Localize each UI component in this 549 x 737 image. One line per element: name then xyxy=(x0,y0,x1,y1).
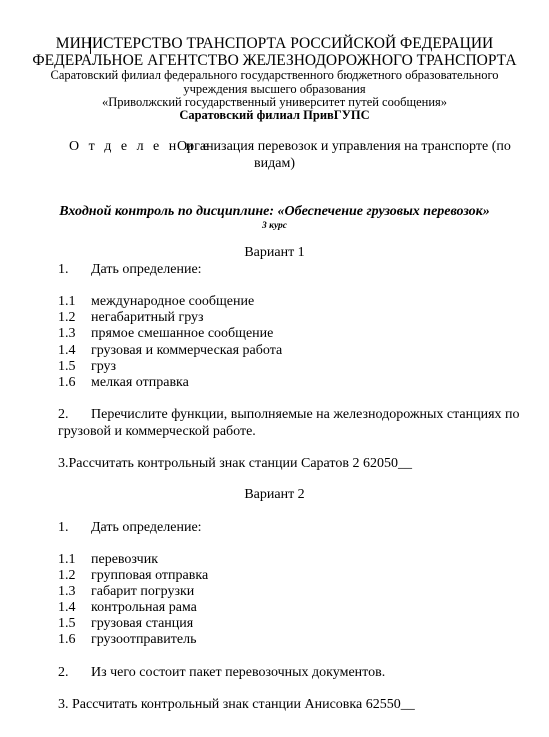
item-number: 1.4 xyxy=(58,343,76,358)
item-number: 1.2 xyxy=(58,568,76,583)
question-text: Из чего состоит пакет перевозочных документов. xyxy=(91,665,386,680)
agency-title: ФЕДЕРАЛЬНОЕ АГЕНТСТВО ЖЕЛЕЗНОДОРОЖНОГО ТРАНСПОРТА xyxy=(32,52,517,69)
item-number: 1.5 xyxy=(58,616,76,631)
variant2-title: Вариант 2 xyxy=(244,487,305,502)
variant1-question2-continuation: грузовой и коммерческой работе. xyxy=(58,424,256,439)
branch-name: Саратовский филиал ПривГУПС xyxy=(179,108,370,122)
ministry-title: МИНИСТЕРСТВО ТРАНСПОРТА РОССИЙСКОЙ ФЕДЕРАЦИИ xyxy=(55,35,494,52)
item-number: 1.6 xyxy=(58,375,76,390)
item-text: групповая отправка xyxy=(91,568,209,583)
item-text: грузовая и коммерческая работа xyxy=(91,343,283,358)
variant2-question3: 3. Рассчитать контрольный знак станции Анисовка 62550__ xyxy=(58,697,415,712)
question-text: Дать определение: xyxy=(91,262,202,277)
item-number: 1.3 xyxy=(58,584,76,599)
department-label-text: О т д е л е н и е xyxy=(69,139,212,154)
item-text: международное сообщение xyxy=(91,294,255,309)
item-text: перевозчик xyxy=(91,552,159,567)
variant1-question3: 3.Рассчитать контрольный знак станции Саратов 2 62050__ xyxy=(58,456,412,471)
item-number: 1.6 xyxy=(58,632,76,647)
branch-description-line1: Саратовский филиал федерального государственного бюджетного образовательного xyxy=(50,68,499,82)
item-number: 1.4 xyxy=(58,600,76,615)
question-number: 2. xyxy=(58,407,69,422)
university-name: «Приволжский государственный университет путей сообщения» xyxy=(101,95,448,109)
item-text: габарит погрузки xyxy=(91,584,195,599)
item-number: 1.5 xyxy=(58,359,76,374)
department-name-line2: видам) xyxy=(254,156,295,171)
item-text: мелкая отправка xyxy=(91,375,189,390)
question-number: 1. xyxy=(58,520,69,535)
item-number: 1.2 xyxy=(58,310,76,325)
department-name-line1: Организация перевозок и управления на транспорте (по xyxy=(177,139,511,154)
item-number: 1.1 xyxy=(58,294,76,309)
item-number: 1.1 xyxy=(58,552,76,567)
question-number: 1. xyxy=(58,262,69,277)
question-text: Перечислите функции, выполняемые на железнодорожных станциях по xyxy=(91,407,520,422)
question-text: Дать определение: xyxy=(91,520,202,535)
item-text: грузовая станция xyxy=(91,616,194,631)
control-title: Входной контроль по дисциплине: «Обеспечение грузовых перевозок» xyxy=(59,204,490,219)
item-text: негабаритный груз xyxy=(91,310,204,325)
course-label: 3 курс xyxy=(262,221,287,231)
variant1-title: Вариант 1 xyxy=(244,245,305,260)
item-number: 1.3 xyxy=(58,326,76,341)
question-number: 2. xyxy=(58,665,69,680)
item-text: прямое смешанное сообщение xyxy=(91,326,274,341)
branch-description-line2: учреждения высшего образования xyxy=(183,82,366,96)
item-text: груз xyxy=(91,359,117,374)
item-text: контрольная рама xyxy=(91,600,197,615)
item-text: грузоотправитель xyxy=(91,632,197,647)
